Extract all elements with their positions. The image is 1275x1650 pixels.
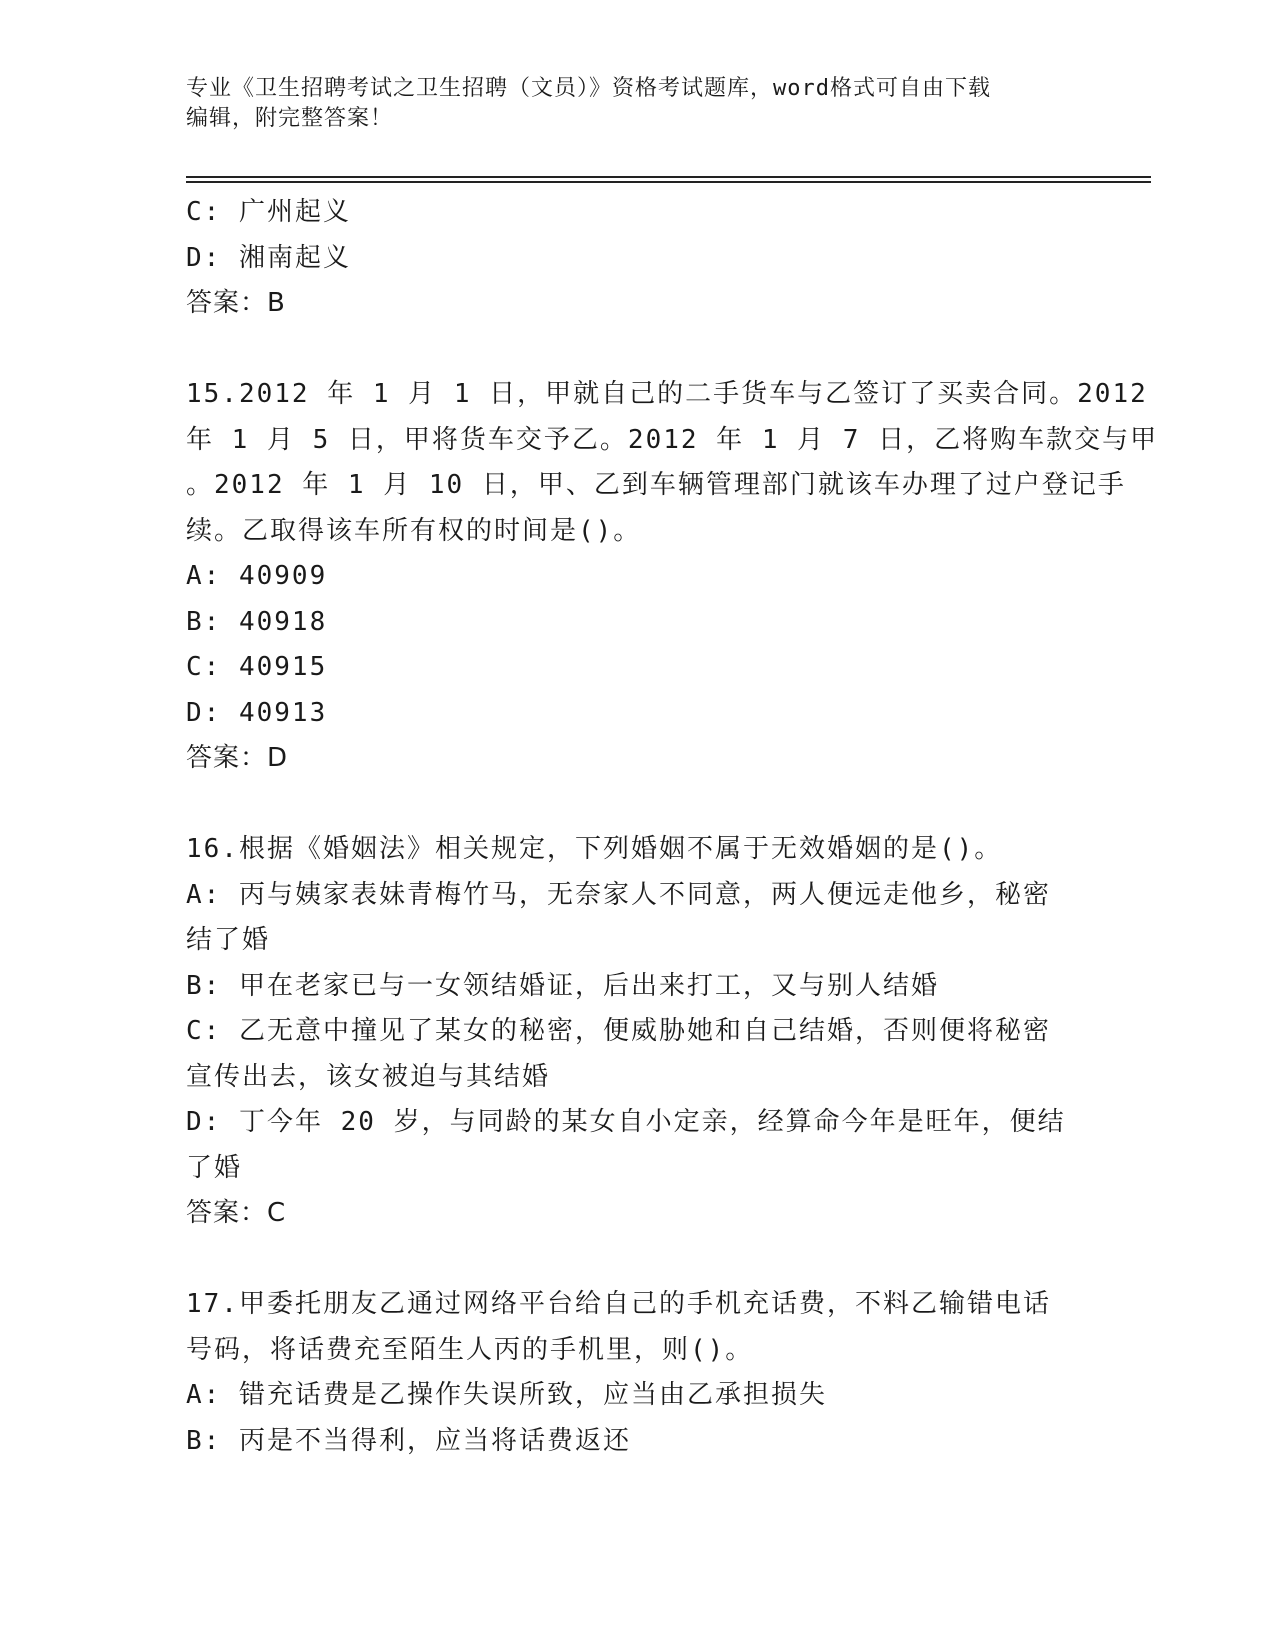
question-14-tail <box>186 190 1086 327</box>
header-divider-bottom <box>186 181 1151 183</box>
header-subtitle-line: 编辑，附完整答案！ <box>186 106 394 131</box>
option-c: C: 40915 <box>186 652 328 682</box>
option-a: A: 40909 <box>186 561 328 591</box>
header-divider-top <box>186 176 1151 178</box>
question-16 <box>186 827 1086 1237</box>
option-d: D: 40913 <box>186 697 328 728</box>
question-17 <box>186 1282 1086 1464</box>
question-stem-line: 17.甲委托朋友乙通过网络平台给自己的手机充话费，不料乙输错电话 <box>186 1289 1051 1319</box>
question-stem-line: 16.根据《婚姻法》相关规定，下列婚姻不属于无效婚姻的是()。 <box>186 834 1003 864</box>
question-15 <box>186 372 1159 782</box>
option-c-continued: 宣传出去，该女被迫与其结婚 <box>186 1061 551 1092</box>
option-c: C: 广州起义 <box>186 197 351 227</box>
spacer <box>186 327 1086 373</box>
option-d: D: 湘南起义 <box>186 242 351 273</box>
question-stem-line: 号码，将话费充至陌生人丙的手机里，则()。 <box>186 1334 754 1365</box>
question-stem-line: 续。乙取得该车所有权的时间是()。 <box>186 515 642 546</box>
option-b: B: 丙是不当得利，应当将话费返还 <box>186 1425 631 1456</box>
header-title-line: 专业《卫生招聘考试之卫生招聘（文员）》资格考试题库，word格式可自由下载 <box>186 76 991 101</box>
spacer <box>186 1237 1086 1283</box>
answer-line: 答案：C <box>186 1198 287 1228</box>
option-c: C: 乙无意中撞见了某女的秘密，便威胁她和自己结婚，否则便将秘密 <box>186 1016 1051 1046</box>
question-stem-line: 15.2012 年 1 月 1 日，甲就自己的二手货车与乙签订了买卖合同。2012 <box>186 379 1148 409</box>
option-a: A: 丙与姨家表妹青梅竹马，无奈家人不同意，两人便远走他乡，秘密 <box>186 879 1051 910</box>
option-b: B: 甲在老家已与一女领结婚证，后出来打工，又与别人结婚 <box>186 970 939 1001</box>
question-stem-line: 。2012 年 1 月 10 日，甲、乙到车辆管理部门就该车办理了过户登记手 <box>186 470 1126 500</box>
option-a-continued: 结了婚 <box>186 925 271 955</box>
question-stem-line: 年 1 月 5 日，甲将货车交予乙。2012 年 1 月 7 日，乙将购车款交与甲 <box>186 424 1159 455</box>
answer-line: 答案：B <box>186 288 286 318</box>
document-header <box>186 74 1086 134</box>
spacer <box>186 782 1086 828</box>
question-list <box>186 190 1159 1464</box>
option-b: B: 40918 <box>186 606 328 637</box>
option-d-continued: 了婚 <box>186 1152 243 1183</box>
option-a: A: 错充话费是乙操作失误所致，应当由乙承担损失 <box>186 1380 827 1410</box>
option-d: D: 丁今年 20 岁，与同龄的某女自小定亲，经算命今年是旺年，便结 <box>186 1107 1066 1137</box>
answer-line: 答案：D <box>186 743 289 773</box>
